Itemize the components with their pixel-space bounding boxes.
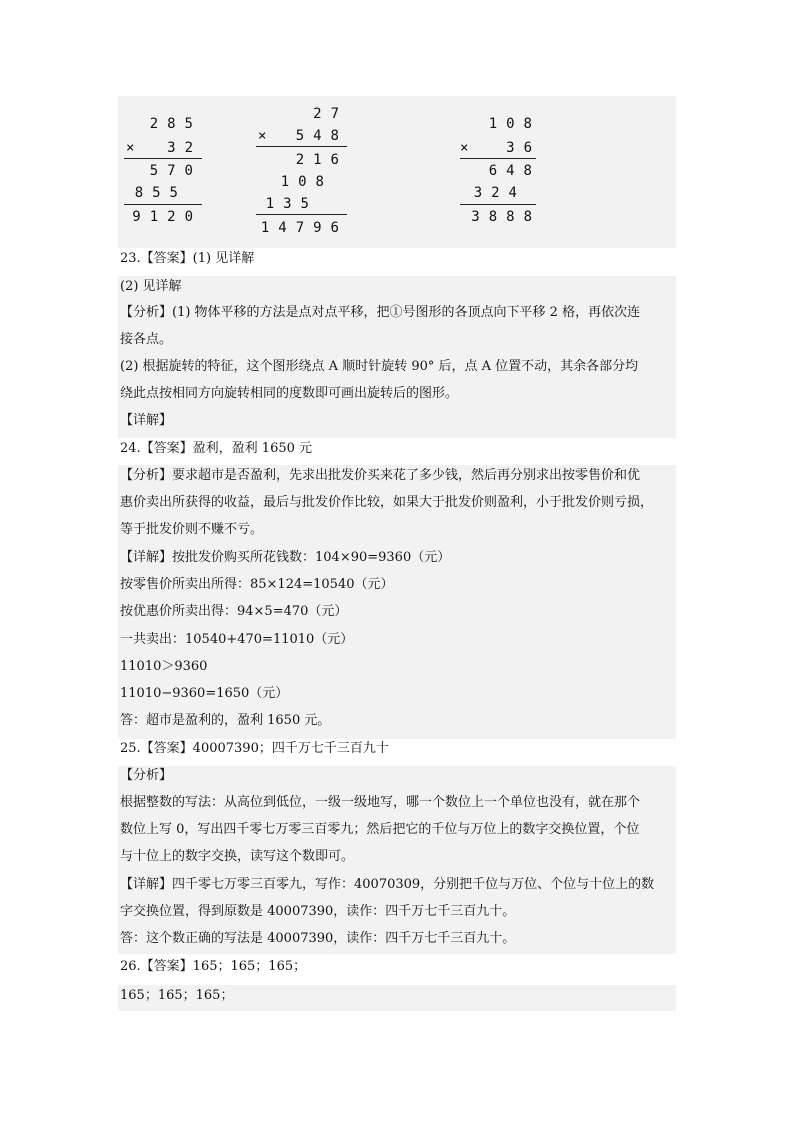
q24-detail-line: 按优惠价所卖出得：94×5=470（元） (120, 604, 348, 619)
q24-analysis-line: 【分析】要求超市是否盈利，先求出批发价买来花了多少钱，然后再分别求出按零售价和优 (120, 468, 641, 483)
q24-detail-line: 11010−9360=1650（元） (120, 686, 289, 701)
multiplicand: 108 (488, 116, 541, 132)
q24-detail-line: 按零售价所卖出所得：85×124=10540（元） (120, 577, 394, 592)
q24-conclusion: 答：超市是盈利的，盈利 1650 元。 (120, 713, 331, 728)
partial-product-2: 855 (134, 185, 187, 201)
q23-analysis-line: 绕此点按相同方向旋转相同的度数即可画出旋转后的图形。 (120, 386, 459, 401)
vertical-multiplication-2 (256, 104, 366, 244)
q26-answer-line2: 165；165；165； (120, 988, 234, 1003)
q25-analysis-line: 数位上写 0，写出四千零七万零三百零九；然后把它的千位与万位上的数字交换位置，个位 (120, 822, 640, 837)
partial-product-2: 108 (280, 174, 333, 190)
partial-product-1: 570 (149, 163, 202, 179)
q23-analysis-line: 【分析】(1) 物体平移的方法是点对点平移，把①号图形的各顶点向下平移 2 格，再依次连 (120, 305, 641, 320)
q23-answer: 23.【答案】(1) 见详解 (120, 251, 255, 266)
q25-analysis-label: 【分析】 (120, 768, 173, 783)
multiplier: 32 (167, 140, 202, 156)
product: 9120 (132, 209, 202, 225)
vertical-multiplication-3 (458, 112, 553, 232)
partial-product-3: 135 (265, 196, 318, 212)
rule-line (256, 146, 347, 147)
rule-line (124, 204, 202, 205)
q23-answer-part2: (2) 见详解 (120, 279, 182, 294)
rule-line (460, 158, 536, 159)
partial-product-1: 648 (488, 163, 541, 179)
product: 3888 (471, 209, 541, 225)
q23-background (118, 276, 676, 438)
digits: 285 (149, 116, 202, 132)
q25-detail-line: 【详解】四千零七万零三百零九，写作：40070309，分别把千位与万位、个位与十位上的数 (120, 877, 655, 892)
q24-analysis-line: 等于批发价则不赚不亏。 (120, 522, 264, 537)
q26-answer: 26.【答案】165；165；165； (120, 959, 307, 974)
q25-detail-line: 字交换位置，得到原数是 40007390，读作：四千万七千三百九十。 (120, 904, 516, 919)
rule-line (460, 204, 536, 205)
q24-detail-line: 一共卖出：10540+470=11010（元） (120, 632, 354, 647)
q24-detail-line: 【详解】按批发价购买所花钱数：104×90=9360（元） (120, 550, 451, 565)
q24-analysis-line: 惠价卖出所获得的收益，最后与批发价作比较，如果大于批发价则盈利，小于批发价则亏损， (120, 495, 654, 510)
multiplier: 548 (295, 128, 348, 144)
multiplicand (150, 116, 202, 132)
q23-analysis-line: (2) 根据旋转的特征，这个图形绕点 A 顺时针旋转 90° 后，点 A 位置不动，其余各部分均 (120, 359, 639, 374)
partial-product-1: 216 (295, 152, 348, 168)
q25-answer: 25.【答案】40007390；四千万七千三百九十 (120, 741, 389, 756)
vertical-multiplication-1 (124, 112, 214, 232)
q23-analysis-line: 接各点。 (120, 332, 173, 347)
multiply-sign: × (460, 140, 469, 156)
multiplier: 36 (506, 140, 541, 156)
multiply-sign: × (126, 140, 135, 156)
rule-line (256, 214, 347, 215)
q24-detail-line: 11010＞9360 (120, 659, 208, 674)
rule-line (124, 158, 202, 159)
partial-product-2: 324 (473, 185, 526, 201)
q23-detail-label: 【详解】 (120, 413, 173, 428)
product: 14796 (260, 220, 348, 236)
multiplicand: 27 (313, 106, 348, 122)
q24-answer: 24.【答案】盈利，盈利 1650 元 (120, 441, 313, 456)
multiply-sign: × (258, 128, 267, 144)
q25-analysis-line: 根据整数的写法：从高位到低位，一级一级地写，哪一个数位上一个单位也没有，就在那个 (120, 795, 641, 810)
q25-conclusion: 答：这个数正确的写法是 40007390，读作：四千万七千三百九十。 (120, 931, 516, 946)
q25-analysis-line: 与十位上的数字交换，读写这个数即可。 (120, 849, 355, 864)
